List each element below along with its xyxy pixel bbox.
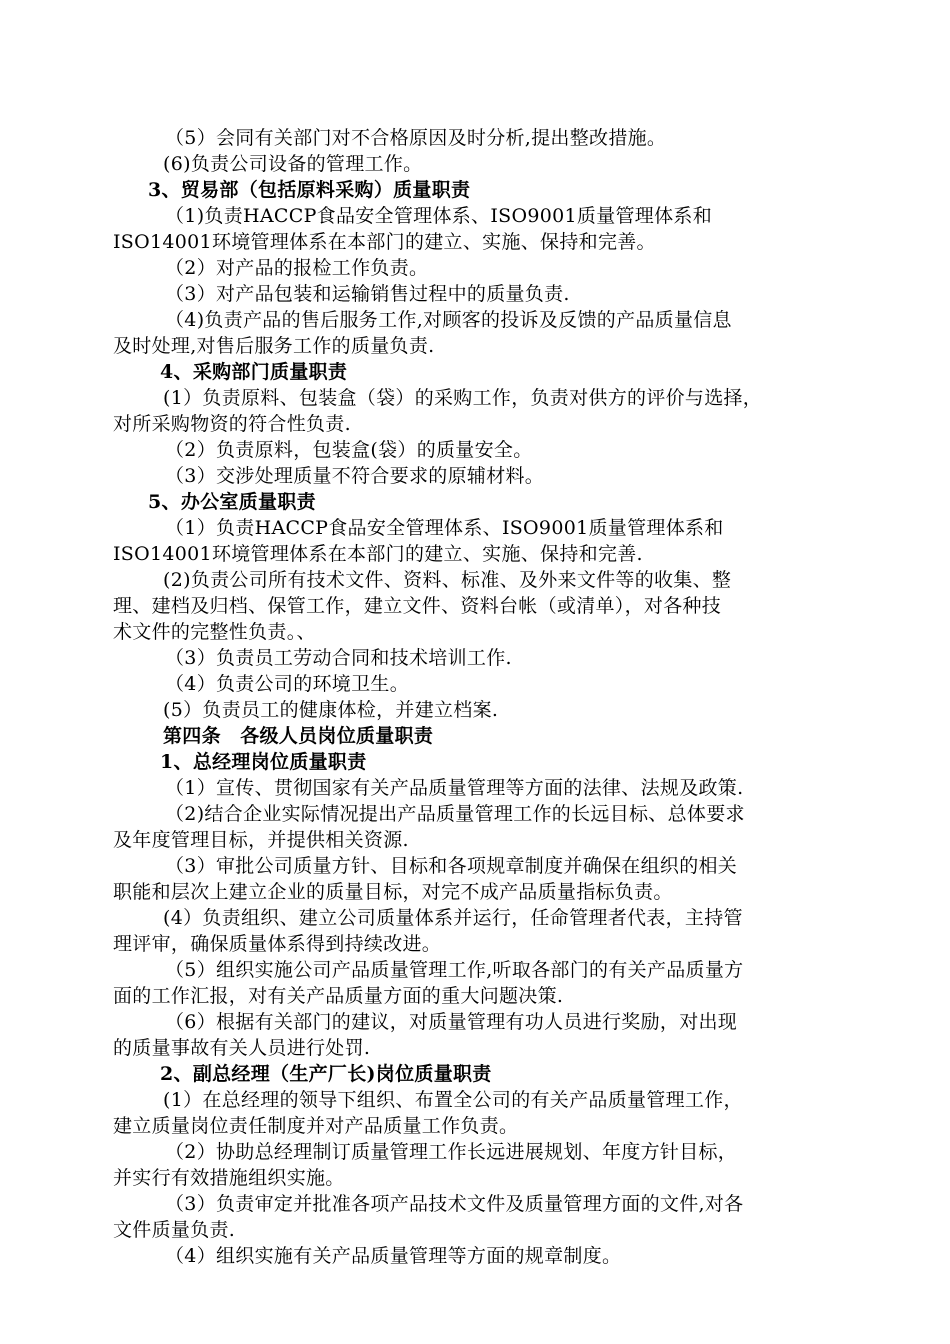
- text-line: （2)结合企业实际情况提出产品质量管理工作的长远目标、总体要求: [165, 803, 745, 825]
- text-line: (1）在总经理的领导下组织、布置全公司的有关产品质量管理工作，: [163, 1089, 743, 1111]
- text-line: （2）对产品的报检工作负责。: [165, 257, 429, 279]
- section-heading: 4、采购部门质量职责: [160, 361, 348, 383]
- section-heading: 1、总经理岗位质量职责: [160, 751, 367, 773]
- text-line: 及时处理,对售后服务工作的质量负责.: [113, 335, 435, 357]
- text-line: （1）负责HACCP食品安全管理体系、ISO9001质量管理体系和: [165, 517, 724, 539]
- text-line: （6）根据有关部门的建议，对质量管理有功人员进行奖励，对出现: [165, 1011, 738, 1033]
- section-heading: 5、办公室质量职责: [148, 491, 316, 513]
- text-line: 面的工作汇报，对有关产品质量方面的重大问题决策.: [113, 985, 564, 1007]
- text-line: (2)负责公司所有技术文件、资料、标准、及外来文件等的收集、整: [163, 569, 732, 591]
- section-heading: 3、贸易部（包括原料采购）质量职责: [148, 179, 471, 201]
- text-line: （4）负责公司的环境卫生。: [165, 673, 409, 695]
- text-line: （5）组织实施公司产品质量管理工作,听取各部门的有关产品质量方: [165, 959, 744, 981]
- text-line: 文件质量负责.: [113, 1219, 236, 1241]
- text-line: ISO14001环境管理体系在本部门的建立、实施、保持和完善。: [113, 231, 656, 253]
- text-line: （3）交涉处理质量不符合要求的原辅材料。: [165, 465, 545, 487]
- text-line: 理评审，确保质量体系得到持续改进。: [113, 933, 442, 955]
- text-line: (1）负责原料、包装盒（袋）的采购工作，负责对供方的评价与选择，: [163, 387, 763, 409]
- text-line: （1)负责HACCP食品安全管理体系、ISO9001质量管理体系和: [165, 205, 713, 227]
- text-line: （3）对产品包装和运输销售过程中的质量负责.: [165, 283, 570, 305]
- article-heading: 第四条 各级人员岗位质量职责: [163, 725, 434, 747]
- section-heading: 2、副总经理（生产厂长)岗位质量职责: [160, 1063, 492, 1085]
- text-line: 的质量事故有关人员进行处罚.: [113, 1037, 371, 1059]
- text-line: 及年度管理目标，并提供相关资源.: [113, 829, 409, 851]
- text-line: (5）负责员工的健康体检，并建立档案.: [163, 699, 499, 721]
- text-line: （4)负责产品的售后服务工作,对顾客的投诉及反馈的产品质量信息: [165, 309, 732, 331]
- text-line: (6)负责公司设备的管理工作。: [163, 153, 423, 175]
- text-line: 建立质量岗位责任制度并对产品质量工作负责。: [113, 1115, 519, 1137]
- text-line: 职能和层次上建立企业的质量目标，对完不成产品质量指标负责。: [113, 881, 673, 903]
- text-line: （2）协助总经理制订质量管理工作长远进展规划、年度方针目标，: [165, 1141, 738, 1163]
- text-line: （2）负责原料，包装盒(袋）的质量安全。: [165, 439, 533, 461]
- text-line: 术文件的完整性负责。、: [113, 621, 316, 643]
- text-line: 对所采购物资的符合性负责.: [113, 413, 351, 435]
- text-line: （4）组织实施有关产品质量管理等方面的规章制度。: [165, 1245, 622, 1267]
- text-line: （3）负责员工劳动合同和技术培训工作.: [165, 647, 512, 669]
- text-line: ISO14001环境管理体系在本部门的建立、实施、保持和完善.: [113, 543, 643, 565]
- text-line: (4）负责组织、建立公司质量体系并运行，任命管理者代表，主持管: [163, 907, 743, 929]
- text-line: 并实行有效措施组织实施。: [113, 1167, 345, 1189]
- text-line: （3）审批公司质量方针、目标和各项规章制度并确保在组织的相关: [165, 855, 738, 877]
- text-line: （5）会同有关部门对不合格原因及时分析,提出整改措施。: [165, 127, 667, 149]
- text-line: （3）负责审定并批准各项产品技术文件及质量管理方面的文件,对各: [165, 1193, 744, 1215]
- text-line: （1）宣传、贯彻国家有关产品质量管理等方面的法律、法规及政策.: [165, 777, 744, 799]
- text-line: 理、建档及归档、保管工作，建立文件、资料台帐（或清单），对各种技: [113, 595, 722, 617]
